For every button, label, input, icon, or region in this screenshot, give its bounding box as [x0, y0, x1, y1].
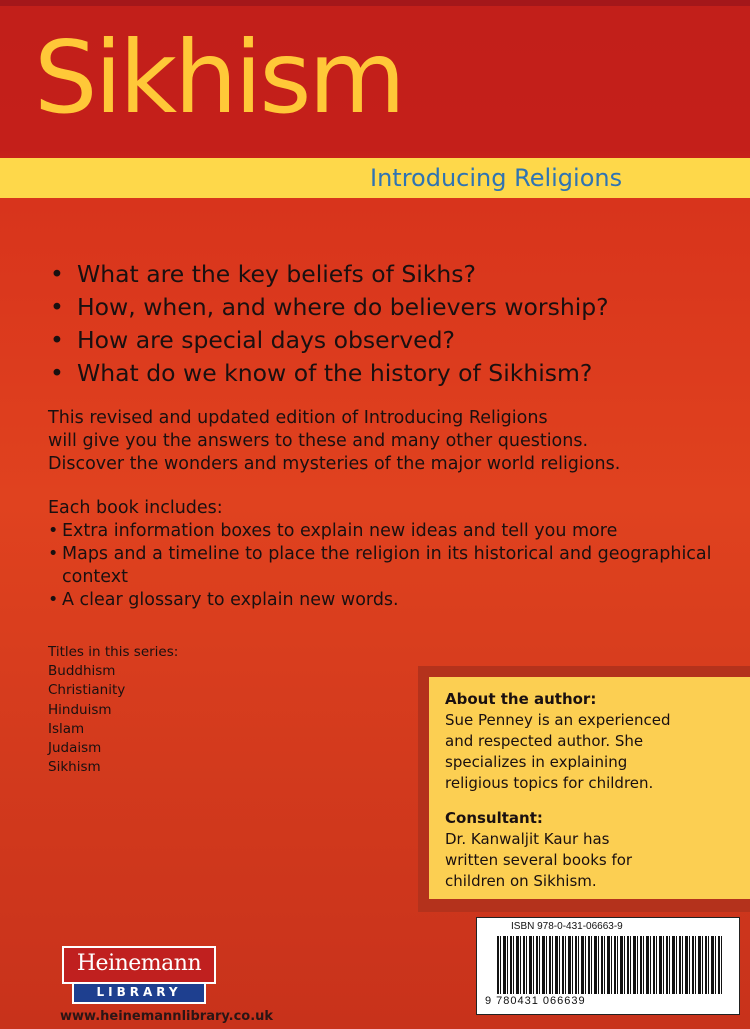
includes-item: • Maps and a timeline to place the religion in its historical and geographical context	[48, 543, 738, 589]
includes-item: • A clear glossary to explain new words.	[48, 589, 738, 612]
question-item: • How, when, and where do believers worship?	[50, 291, 609, 324]
includes-list	[48, 520, 738, 612]
series-titles-list	[48, 662, 125, 778]
barcode-box	[476, 917, 740, 1015]
author-line: Sue Penney is an experienced	[445, 711, 671, 729]
publisher-imprint: LIBRARY	[96, 985, 182, 999]
series-title-item: Sikhism	[48, 759, 101, 776]
top-edge	[0, 0, 750, 6]
publisher-name: Heinemann	[76, 951, 202, 976]
description-line: This revised and updated edition of Introducing Religions	[48, 408, 548, 428]
question-item: • What are the key beliefs of Sikhs?	[50, 258, 609, 291]
consultant-line: Dr. Kanwaljit Kaur has	[445, 830, 610, 848]
spacer	[445, 794, 745, 808]
series-titles-heading: Titles in this series:	[48, 644, 179, 660]
publisher-logo-bottom	[72, 982, 206, 1004]
consultant-line: children on Sikhism.	[445, 872, 597, 890]
series-title-item: Islam	[48, 720, 85, 737]
author-line: specializes in explaining	[445, 753, 628, 771]
series-title: Introducing Religions	[370, 164, 623, 192]
book-title: Sikhism	[34, 19, 403, 136]
includes-heading: Each book includes:	[48, 498, 223, 518]
barcode-digits: 9 780431 066639	[485, 995, 586, 1007]
description-line: Discover the wonders and mysteries of the major world religions.	[48, 454, 621, 474]
series-title-item: Buddhism	[48, 663, 116, 679]
isbn-label: ISBN 978-0-431-06663-9	[511, 921, 623, 932]
author-info-text	[445, 689, 745, 892]
barcode-bars	[497, 936, 723, 994]
question-list	[50, 258, 609, 390]
question-item: • What do we know of the history of Sikhism?	[50, 357, 609, 390]
consultant-heading: Consultant:	[445, 809, 543, 827]
includes-item: • Extra information boxes to explain new ideas and tell you more	[48, 520, 738, 543]
publisher-url[interactable]: www.heinemannlibrary.co.uk	[60, 1009, 274, 1024]
publisher-logo-top	[62, 946, 216, 984]
series-title-item: Hinduism	[48, 701, 112, 718]
author-heading: About the author:	[445, 690, 597, 708]
author-line: religious topics for children.	[445, 774, 654, 792]
publisher-logo	[62, 946, 216, 1002]
author-info-box	[418, 666, 750, 912]
author-info-panel	[429, 677, 750, 899]
question-item: • How are special days observed?	[50, 324, 609, 357]
series-title-item: Christianity	[48, 682, 126, 699]
description-paragraph	[48, 407, 728, 476]
author-line: and respected author. She	[445, 732, 644, 750]
series-title-item: Judaism	[48, 740, 102, 757]
consultant-line: written several books for	[445, 851, 633, 869]
description-line: will give you the answers to these and many other questions.	[48, 431, 589, 451]
